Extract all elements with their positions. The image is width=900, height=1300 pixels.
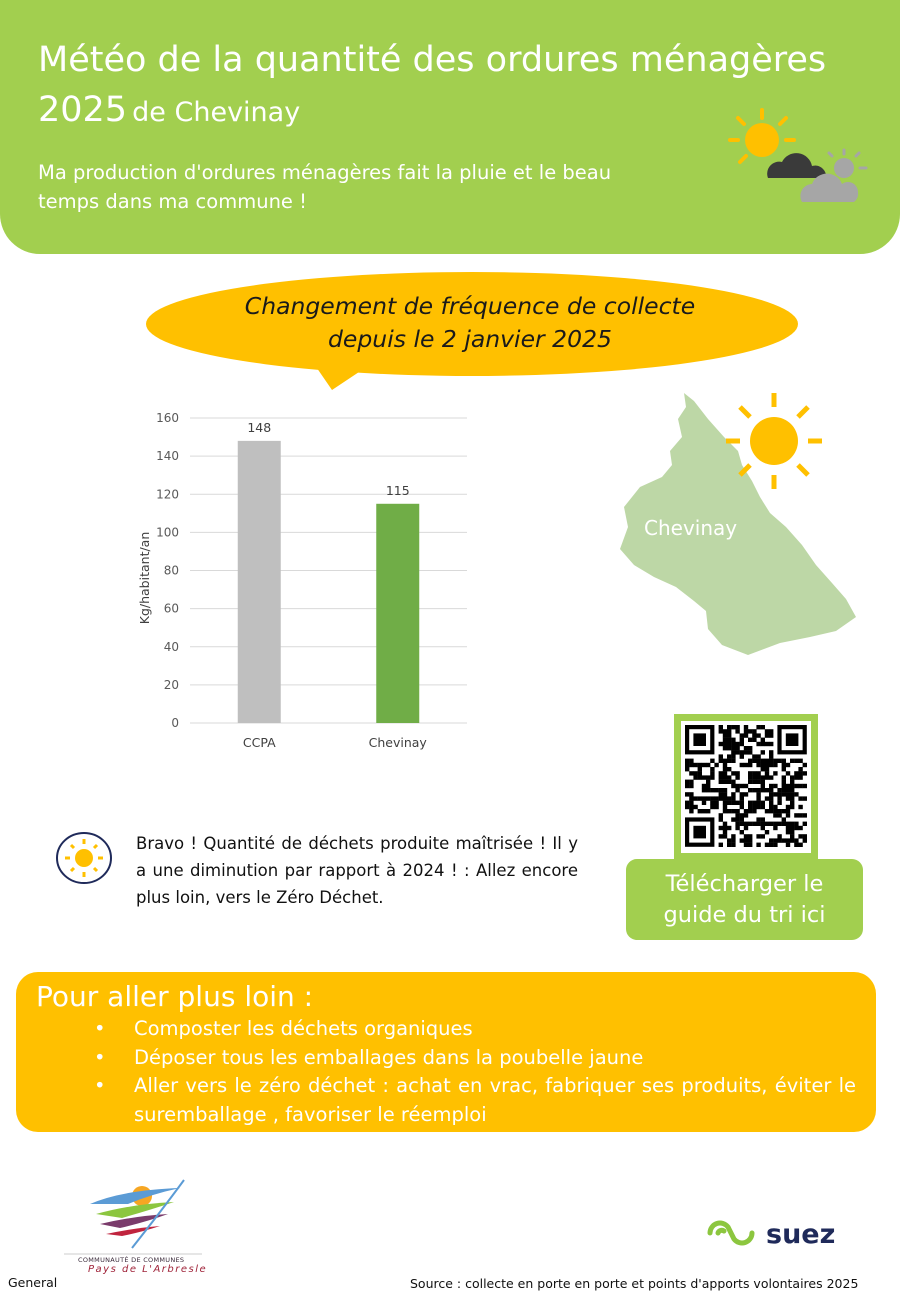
chart-y-tick-label: 100 xyxy=(156,525,179,540)
chart-y-tick-label: 120 xyxy=(156,487,179,502)
qr-code[interactable] xyxy=(674,714,818,860)
map-sun-icon xyxy=(726,393,822,489)
ccpa-logo-name: Pays de L'Arbresle xyxy=(88,1264,208,1275)
chart-data-label: 115 xyxy=(385,482,410,498)
tips-title: Pour aller plus loin : xyxy=(36,980,314,1013)
chart-gridlines xyxy=(190,418,467,723)
chart-y-tick-label: 20 xyxy=(163,677,179,692)
chart-y-tick-label: 0 xyxy=(171,716,179,730)
tip-item-packaging: • Déposer tous les emballages dans la poubelle jaune xyxy=(94,1044,856,1073)
chart-y-ticks xyxy=(156,411,179,730)
weather-icon xyxy=(726,106,872,210)
download-guide-button[interactable] xyxy=(626,859,863,940)
title-town: de Chevinay xyxy=(132,97,301,128)
bar-chart xyxy=(125,400,485,755)
header-subtitle: Ma production d'ordures ménagères fait la pluie et le beau temps dans ma commune ! xyxy=(38,161,612,213)
page-title: Météo de la quantité des ordures ménagères xyxy=(38,40,827,80)
chart-y-tick-label: 80 xyxy=(163,563,179,578)
qr-code-pattern xyxy=(681,721,811,853)
tips-panel xyxy=(16,972,876,1132)
sun-icon xyxy=(55,831,113,885)
chart-x-tick-label: Chevinay xyxy=(368,735,427,750)
download-guide-label: Télécharger le guide du tri ici xyxy=(663,870,826,928)
chart-x-ticks xyxy=(243,735,428,750)
classification-label: General xyxy=(8,1275,58,1290)
tip-item-zero-waste: • Aller vers le zéro déchet : achat en vrac, fabriquer ses produits, éviter le suremballage , favoriser le réemploi xyxy=(94,1072,856,1129)
header-banner xyxy=(0,0,900,254)
chart-bar-chevinay xyxy=(376,504,419,723)
suez-wordmark: suez xyxy=(766,1219,836,1250)
chart-bar-ccpa xyxy=(238,441,281,723)
suez-logo xyxy=(704,1213,854,1253)
chart-y-tick-label: 140 xyxy=(156,449,179,464)
chart-y-tick-label: 60 xyxy=(163,601,179,616)
map-label: Chevinay xyxy=(644,516,738,540)
chevinay-map xyxy=(610,385,870,665)
chart-y-tick-label: 160 xyxy=(156,411,179,425)
chart-x-tick-label: CCPA xyxy=(242,735,276,750)
result-message: Bravo ! Quantité de déchets produite maîtrisée ! Il y a une diminution par rapport à 2024 ! : Allez encore plus loin, vers le Zéro Déchet. xyxy=(136,834,578,907)
ccpa-logo-caption: COMMUNAUTÉ DE COMMUNES xyxy=(78,1256,185,1264)
chart-data-label: 148 xyxy=(247,419,272,435)
page-title-line2 xyxy=(38,90,300,130)
chart-y-tick-label: 40 xyxy=(163,639,179,654)
tips-list xyxy=(94,1015,856,1129)
bubble-text: Changement de fréquence de collecte depuis le 2 janvier 2025 xyxy=(244,292,696,353)
chart-y-axis-label: Kg/habitant/an xyxy=(137,531,152,625)
tip-item-compost: • Composter les déchets organiques xyxy=(94,1015,856,1044)
source-note: Source : collecte en porte en porte et points d'apports volontaires 2025 xyxy=(410,1276,859,1291)
title-year: 2025 xyxy=(38,90,128,130)
